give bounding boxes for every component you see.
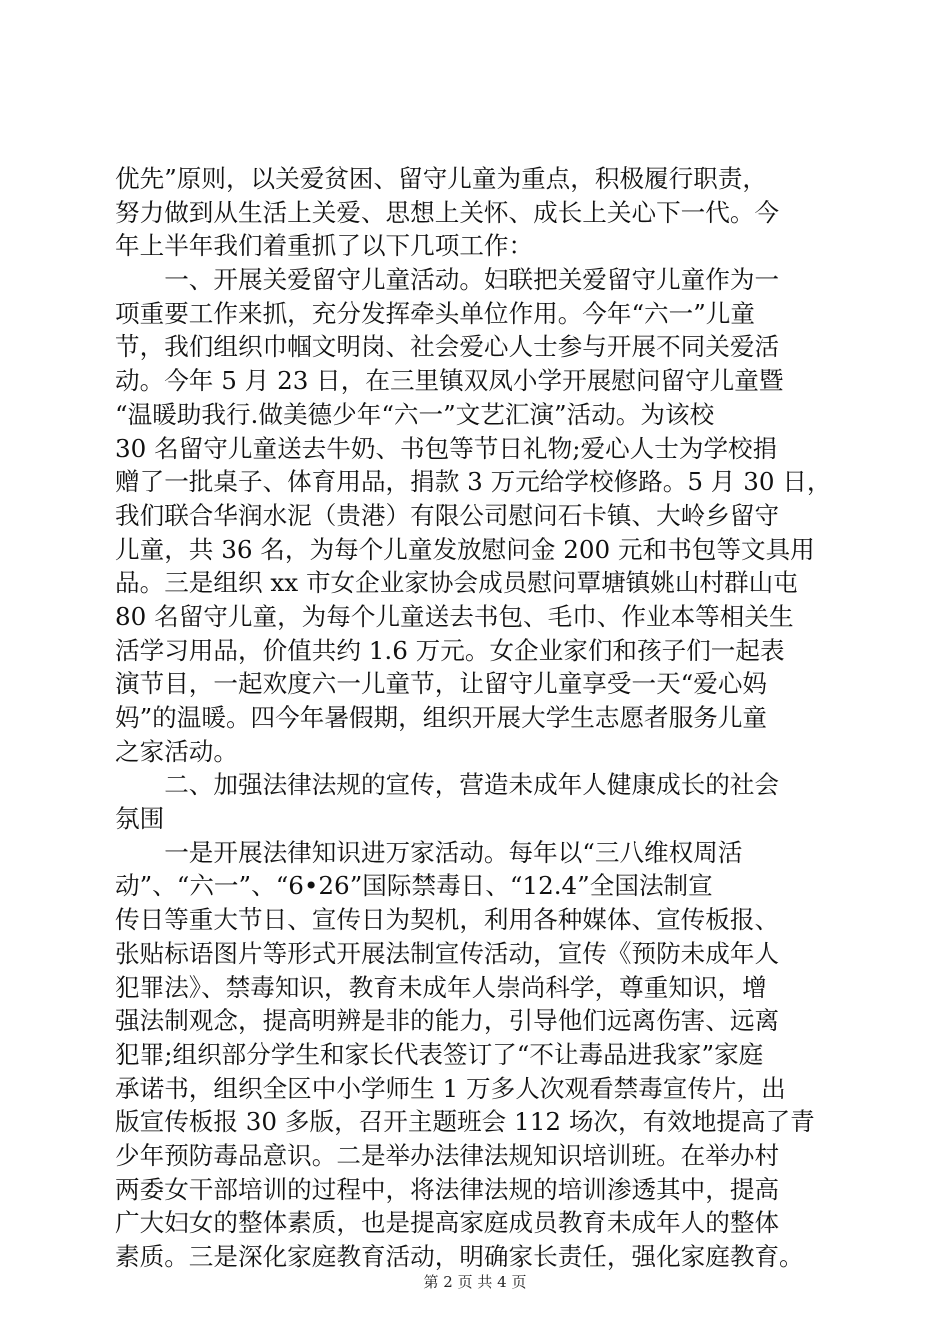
text-line: 少年预防毒品意识。二是举办法律法规知识培训班。在举办村 bbox=[115, 1140, 780, 1170]
text-line: 30 名留守儿童送去牛奶、书包等节日礼物;爱心人士为学校捐 bbox=[115, 433, 778, 463]
text-line: 一、开展关爱留守儿童活动。妇联把关爱留守儿童作为一 bbox=[115, 265, 780, 295]
text-line: 节，我们组织巾帼文明岗、社会爱心人士参与开展不同关爱活 bbox=[115, 332, 780, 362]
text-line: 演节目，一起欢度六一儿童节，让留守儿童享受一天“爱心妈 bbox=[115, 669, 768, 699]
text-line: 张贴标语图片等形式开展法制宣传活动，宣传《预防未成年人 bbox=[115, 938, 780, 968]
text-line: 广大妇女的整体素质，也是提高家庭成员教育未成年人的整体 bbox=[115, 1208, 780, 1238]
text-line: 氛围 bbox=[115, 804, 165, 834]
text-line: 努力做到从生活上关爱、思想上关怀、成长上关心下一代。今 bbox=[115, 197, 780, 227]
text-line: 素质。三是深化家庭教育活动，明确家长责任，强化家庭教育。 bbox=[115, 1242, 804, 1271]
text-line: 赠了一批桌子、体育用品，捐款 3 万元给学校修路。5 月 30 日， bbox=[115, 467, 832, 497]
text-line: 80 名留守儿童，为每个儿童送去书包、毛巾、作业本等相关生 bbox=[115, 601, 794, 631]
text-line: 优先”原则，以关爱贫困、留守儿童为重点，积极履行职责， bbox=[115, 164, 768, 193]
text-line: 承诺书，组织全区中小学师生 1 万多人次观看禁毒宣传片，出 bbox=[115, 1073, 786, 1103]
text-line: 之家活动。 bbox=[115, 736, 238, 766]
text-line: 两委女干部培训的过程中，将法律法规的培训渗透其中，提高 bbox=[115, 1174, 780, 1204]
text-line: 年上半年我们着重抓了以下几项工作： bbox=[115, 231, 534, 261]
text-line: 传日等重大节日、宣传日为契机，利用各种媒体、宣传板报、 bbox=[115, 905, 780, 935]
text-line: 儿童，共 36 名，为每个儿童发放慰问金 200 元和书包等文具用 bbox=[115, 534, 815, 564]
text-line: “温暖助我行.做美德少年“六一”文艺汇演”活动。为该校 bbox=[115, 399, 715, 429]
text-line: 品。三是组织 xx 市女企业家协会成员慰问覃塘镇姚山村群山屯 bbox=[115, 568, 798, 598]
text-line: 我们联合华润水泥（贵港）有限公司慰问石卡镇、大岭乡留守 bbox=[115, 500, 780, 530]
text-line: 犯罪;组织部分学生和家长代表签订了“不让毒品进我家”家庭 bbox=[115, 1039, 764, 1069]
text-line: 二、加强法律法规的宣传，营造未成年人健康成长的社会 bbox=[115, 770, 780, 800]
text-line: 动。今年 5 月 23 日，在三里镇双凤小学开展慰问留守儿童暨 bbox=[115, 366, 784, 396]
text-line: 犯罪法》、禁毒知识，教育未成年人崇尚科学，尊重知识，增 bbox=[115, 972, 767, 1002]
text-line: 强法制观念，提高明辨是非的能力，引导他们远离伤害、远离 bbox=[115, 1006, 780, 1036]
text-line: 版宣传板报 30 多版，召开主题班会 112 场次，有效地提高了青 bbox=[115, 1107, 815, 1137]
text-line: 一是开展法律知识进万家活动。每年以“三八维权周活 bbox=[115, 837, 743, 867]
text-line: 动”、“六一”、“6•26”国际禁毒日、“12.4”全国法制宣 bbox=[115, 871, 713, 901]
text-line: 活学习用品，价值共约 1.6 万元。女企业家们和孩子们一起表 bbox=[115, 635, 785, 665]
text-line: 妈”的温暖。四今年暑假期，组织开展大学生志愿者服务儿童 bbox=[115, 703, 768, 732]
body-text bbox=[115, 162, 841, 1274]
text-line: 项重要工作来抓，充分发挥牵头单位作用。今年“六一”儿童 bbox=[115, 298, 755, 328]
page-number-footer: 第 2 页 共 4 页 bbox=[423, 1273, 527, 1291]
